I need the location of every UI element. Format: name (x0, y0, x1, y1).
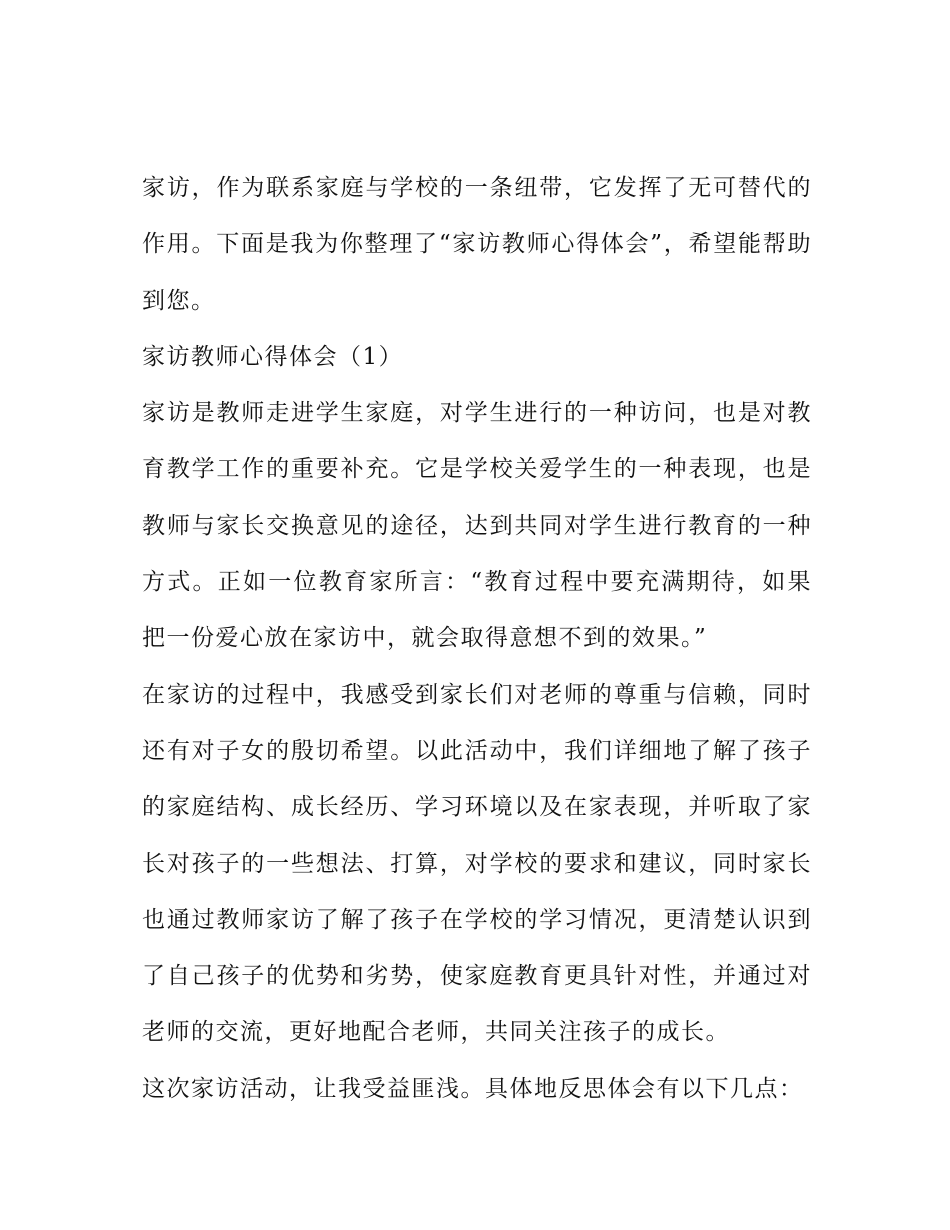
document-body (142, 160, 812, 1117)
section-heading: 家访教师心得体会（1） (142, 343, 404, 370)
body-paragraph: 在家访的过程中，我感受到家长们对老师的尊重与信赖，同时还有对子女的殷切希望。以此活动中，我们详细地了解了孩子的家庭结构、成长经历、学习环境以及在家表现，并听取了家长对孩子的一些想法、打算，对学校的要求和建议，同时家长也通过教师家访了解了孩子在学校的学习情况，更清楚认识到了自己孩子的优势和劣势，使家庭教育更具针对性，并通过对老师的交流，更好地配合老师，共同关注孩子的成长。 (142, 681, 812, 1046)
intro-paragraph: 家访，作为联系家庭与学校的一条纽带，它发挥了无可替代的作用。下面是我为你整理了“家访教师心得体会”，希望能帮助到您。 (142, 175, 812, 314)
body-paragraph: 这次家访活动，让我受益匪浅。具体地反思体会有以下几点： (142, 1075, 804, 1102)
body-paragraph: 家访是教师走进学生家庭，对学生进行的一种访问，也是对教育教学工作的重要补充。它是学校关爱学生的一种表现，也是教师与家长交换意见的途径，达到共同对学生进行教育的一种方式。正如一位教育家所言：“教育过程中要充满期待，如果把一份爱心放在家访中，就会取得意想不到的效果。” (142, 400, 812, 652)
